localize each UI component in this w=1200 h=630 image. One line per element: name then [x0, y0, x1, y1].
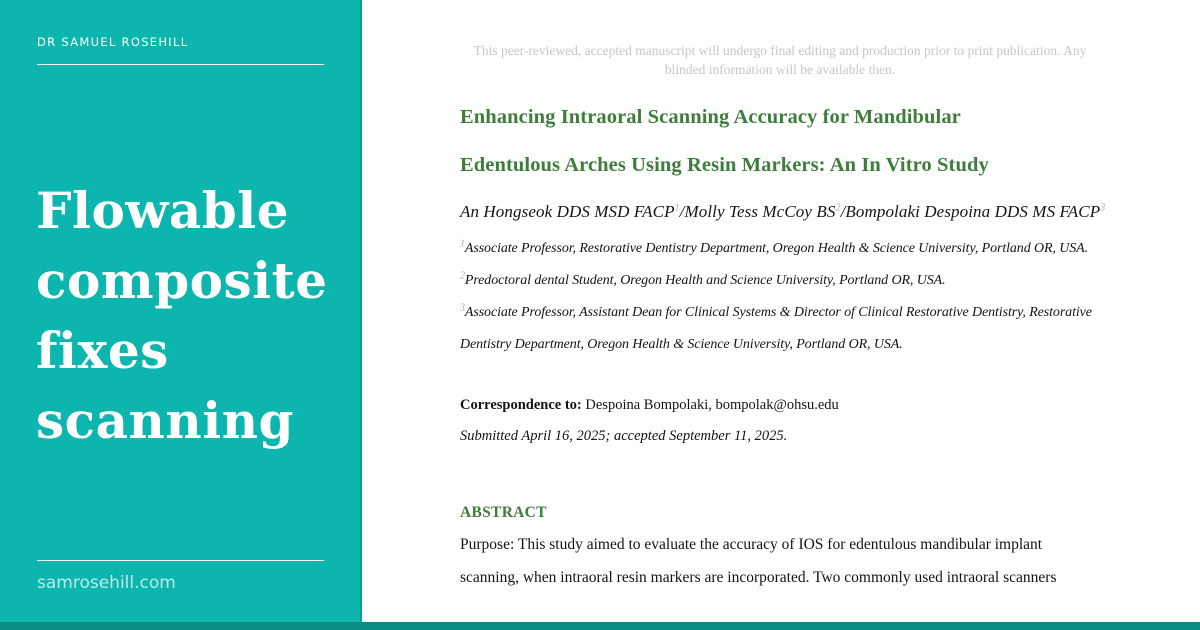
bottom-accent-bar: [0, 622, 1200, 630]
abstract-line-1: Purpose: This study aimed to evaluate the accuracy of IOS for edentulous mandibular implant: [460, 536, 1043, 553]
affiliation-3-superscript: 3: [460, 302, 465, 314]
submission-dates: Submitted April 16, 2025; accepted September 11, 2025.: [460, 428, 788, 444]
affiliation-2: [460, 265, 1100, 297]
correspondence-value: Despoina Bompolaki, bompolak@ohsu.edu: [581, 397, 839, 413]
affiliations: [460, 233, 1100, 361]
card-headline-line-3: fixes: [36, 321, 169, 380]
affiliation-1: [460, 233, 1100, 265]
card-headline-line-4: scanning: [36, 391, 295, 450]
affiliation-2-text: Predoctoral dental Student, Oregon Health and Science University, Portland OR, USA.: [464, 273, 946, 288]
correspondence-line: [460, 390, 1100, 420]
author-3-superscript: 3: [1100, 202, 1106, 214]
paper-title-line-2: Edentulous Arches Using Resin Markers: An In Vitro Study: [460, 154, 989, 176]
sidebar: [0, 0, 362, 630]
card-headline-line-1: Flowable: [36, 181, 290, 240]
paper-title-line-1: Enhancing Intraoral Scanning Accuracy for Mandibular: [460, 106, 961, 128]
abstract-line-2: scanning, when intraoral resin markers are incorporated. Two commonly used intraoral scanners: [460, 569, 1057, 586]
abstract-text: [460, 528, 1100, 594]
author-separator: /: [679, 202, 685, 221]
author-separator: /: [840, 202, 846, 221]
sidebar-divider-top: [37, 64, 324, 65]
author-3: Bompolaki Despoina DDS MS FACP: [845, 202, 1101, 221]
sidebar-divider-bottom: [37, 560, 324, 561]
publisher-disclaimer: This peer-reviewed, accepted manuscript will undergo final editing and production prior to print publication. Any blinded information will be available then.: [473, 43, 1087, 77]
abstract-heading: ABSTRACT: [460, 504, 547, 521]
card-headline-line-2: composite: [36, 251, 328, 310]
card-headline: [36, 176, 346, 456]
affiliation-1-superscript: 1: [460, 238, 465, 250]
author-byline: [460, 197, 1106, 227]
author-eyebrow: DR SAMUEL ROSEHILL: [37, 35, 189, 49]
manuscript-content: [460, 0, 1106, 594]
correspondence-label: Correspondence to:: [460, 397, 582, 413]
author-1: An Hongseok DDS MSD FACP: [460, 202, 675, 221]
affiliation-1-text: Associate Professor, Restorative Dentistry Department, Oregon Health & Science University, Portland OR, USA.: [464, 241, 1089, 256]
affiliation-3-text: Associate Professor, Assistant Dean for Clinical Systems & Director of Clinical Restorative Dentistry, Restorative Dentistry Department, Oregon Health & Science University, Portland OR, USA.: [460, 305, 1092, 352]
author-2: Molly Tess McCoy BS: [684, 202, 836, 221]
author-1-superscript: 1: [674, 202, 680, 214]
manuscript-page: [364, 0, 1200, 622]
affiliation-3: [460, 297, 1100, 361]
paper-title: [460, 93, 1100, 189]
author-2-superscript: 2: [835, 202, 841, 214]
affiliation-2-superscript: 2: [460, 270, 465, 282]
website-url: samrosehill.com: [37, 573, 176, 593]
